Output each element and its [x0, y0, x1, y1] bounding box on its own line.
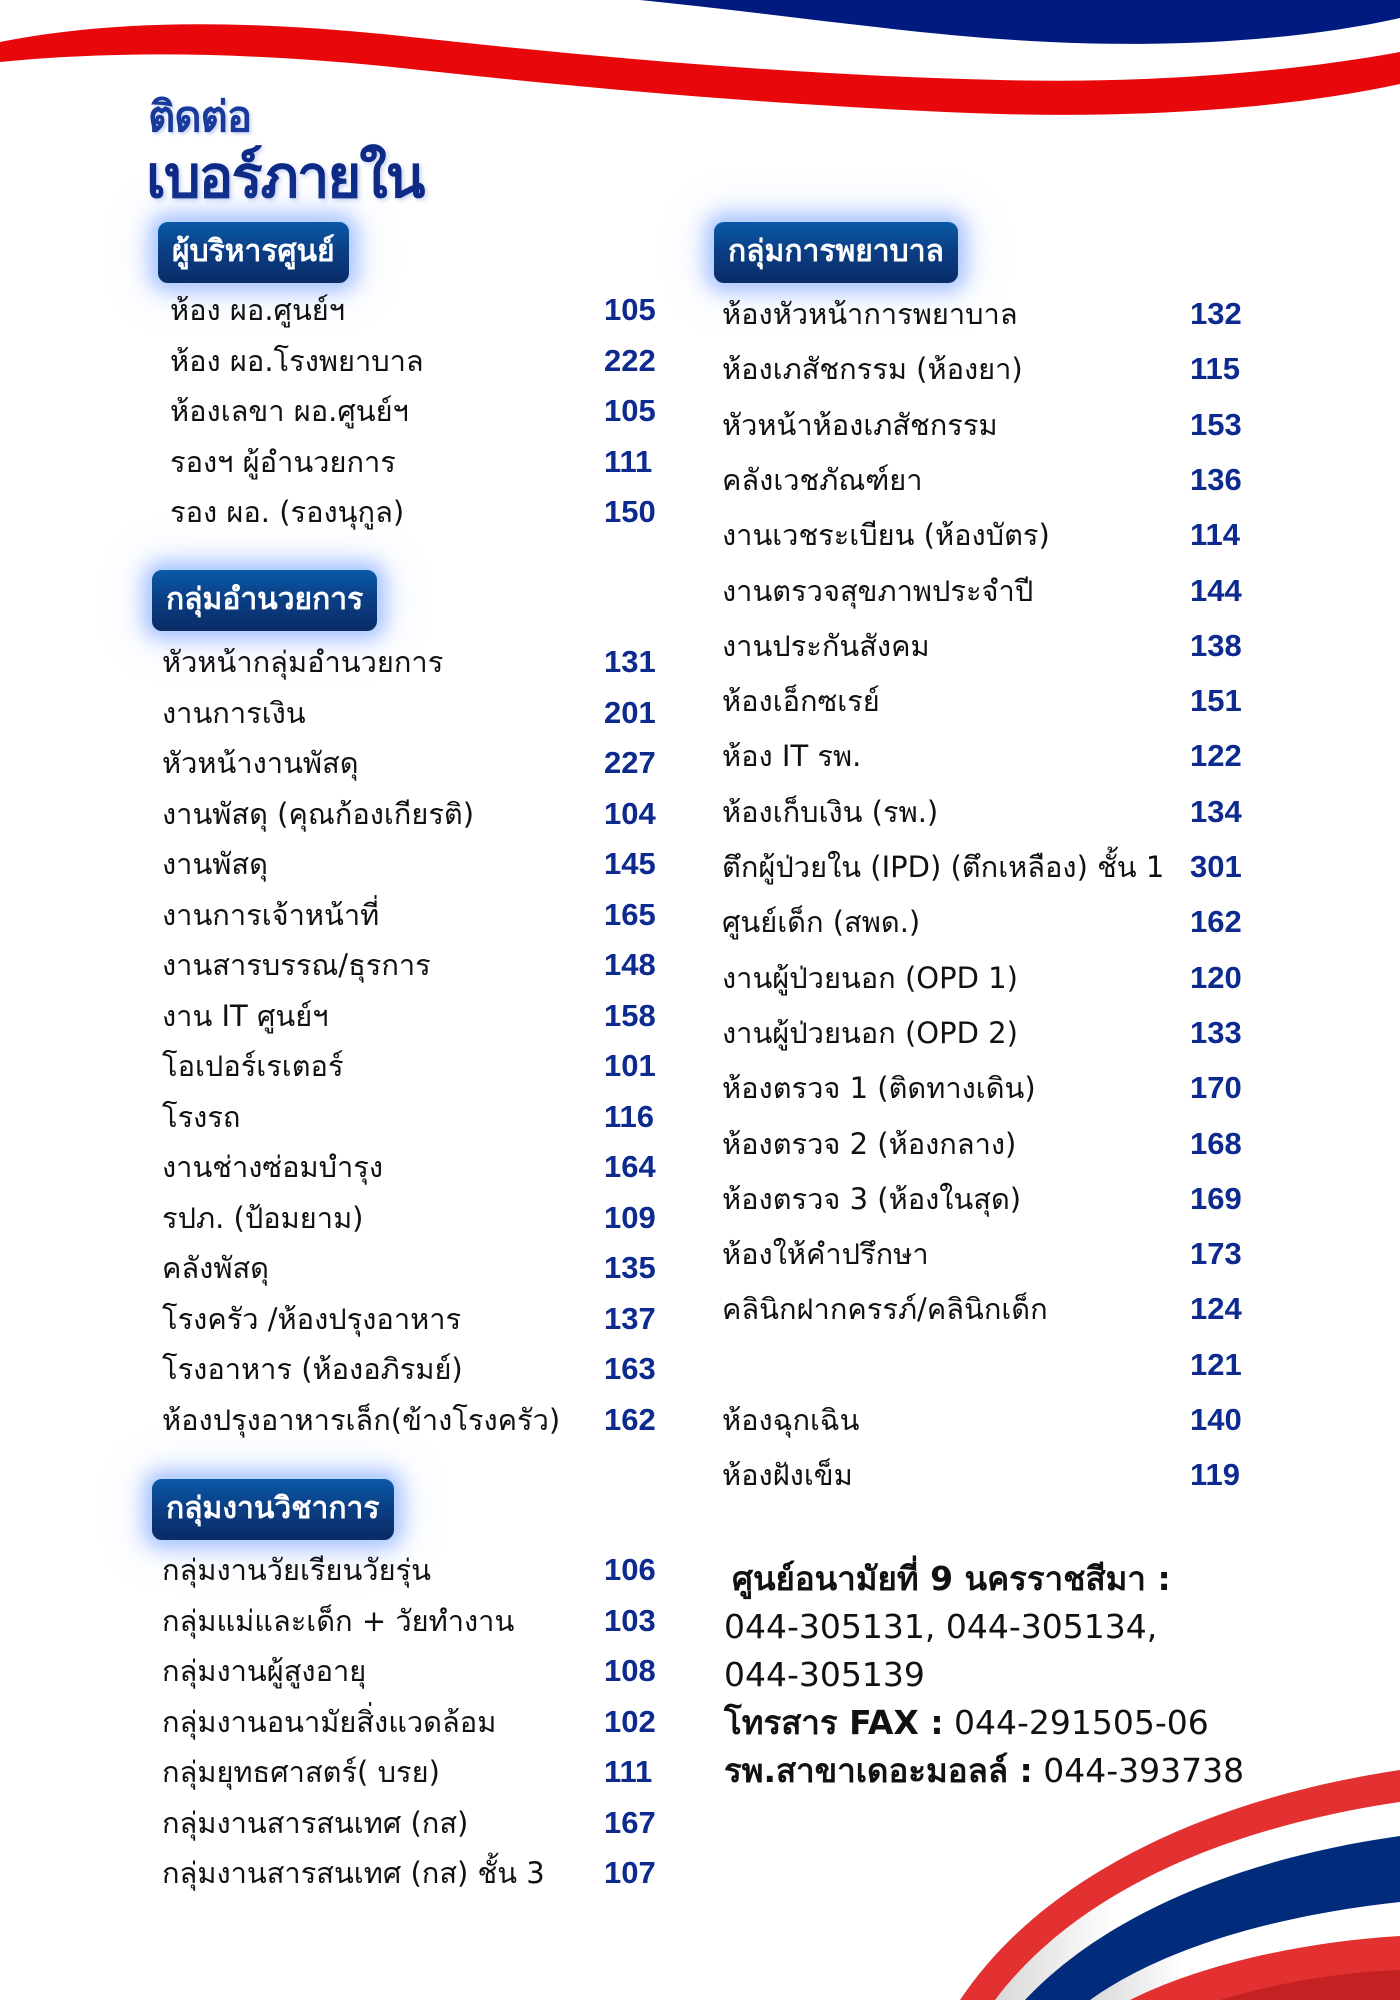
extension-number: 133 — [1190, 1014, 1242, 1050]
extension-row — [162, 994, 672, 1038]
extension-number: 102 — [604, 1703, 656, 1739]
fax-value: 044-291505-06 — [943, 1703, 1209, 1742]
extension-number: 105 — [604, 292, 656, 327]
extension-row — [162, 1347, 672, 1391]
extension-label: โรงรถ — [162, 1099, 241, 1134]
extension-number: 131 — [604, 644, 656, 679]
extension-row — [162, 1196, 672, 1240]
extension-row — [162, 741, 672, 785]
extension-number: 227 — [604, 745, 656, 780]
extension-number: 124 — [1190, 1291, 1242, 1327]
extension-label: ห้องเภสัชกรรม (ห้องยา) — [722, 352, 1023, 387]
extension-number: 103 — [604, 1602, 656, 1638]
center-label: ศูนย์อนามัยที่ 9 นครราชสีมา : — [732, 1559, 1171, 1598]
extension-number: 170 — [1190, 1070, 1242, 1106]
extension-label: กลุ่มยุทธศาสตร์( บรย) — [162, 1755, 440, 1789]
extension-row — [722, 790, 1262, 834]
extension-label: งานพัสดุ — [162, 847, 268, 881]
extension-number: 222 — [604, 342, 656, 378]
extension-number: 120 — [1190, 959, 1242, 995]
extension-row — [162, 1095, 672, 1139]
extension-number: 111 — [604, 443, 653, 479]
extension-number: 136 — [1190, 461, 1242, 497]
extension-row — [722, 347, 1262, 391]
extension-label: กลุ่มงานอนามัยสิ่งแวดล้อม — [162, 1704, 497, 1739]
title-line-2: เบอร์ภายใน — [146, 143, 424, 211]
extension-label: หัวหน้างานพัสดุ — [162, 746, 359, 780]
extension-label: ห้องตรวจ 1 (ติดทางเดิน) — [722, 1071, 1036, 1106]
extension-row — [170, 288, 670, 332]
extension-number: 148 — [604, 947, 656, 982]
extension-row — [162, 1750, 672, 1794]
extension-row — [170, 440, 670, 484]
extension-label: ห้องตรวจ 3 (ห้องในสุด) — [722, 1181, 1022, 1216]
extension-row — [722, 956, 1262, 1000]
extension-label: กลุ่มงานวัยเรียนวัยรุ่น — [162, 1553, 431, 1587]
extension-row — [170, 339, 670, 383]
center-phones-line-2: 044-305139 — [724, 1655, 925, 1694]
extension-number: 101 — [604, 1048, 656, 1083]
extension-number: 134 — [1190, 793, 1242, 829]
extension-row — [162, 1548, 672, 1592]
extension-label: งานผู้ป่วยนอก (OPD 2) — [722, 1015, 1018, 1050]
extension-label: งาน IT ศูนย์ฯ — [162, 998, 329, 1033]
extension-number: 116 — [604, 1098, 655, 1134]
extension-number: 135 — [604, 1250, 656, 1285]
center-phones-line-1: 044-305131, 044-305134, — [724, 1607, 1158, 1646]
extension-label: กลุ่มงานผู้สูงอายุ — [162, 1654, 367, 1688]
extension-number: 137 — [604, 1300, 656, 1336]
extension-number: 201 — [604, 694, 656, 730]
extension-label: ห้องเก็บเงิน (รพ.) — [722, 794, 939, 829]
extension-row — [162, 842, 672, 886]
extension-row — [162, 1145, 672, 1189]
extension-row — [722, 403, 1262, 447]
extension-number: 108 — [604, 1653, 656, 1688]
extension-row — [722, 1398, 1262, 1442]
extension-label: รอง ผอ. (รองนุกูล) — [170, 495, 405, 529]
extension-number: 122 — [1190, 738, 1242, 774]
extension-row — [170, 389, 670, 433]
extension-number: 119 — [1190, 1457, 1241, 1493]
extension-number: 138 — [1190, 627, 1242, 663]
extension-number: 168 — [1190, 1125, 1242, 1161]
extension-row — [722, 1122, 1262, 1166]
extension-number: 169 — [1190, 1180, 1242, 1216]
extension-number: 121 — [1190, 1346, 1242, 1382]
extension-label: กลุ่มแม่และเด็ก + วัยทำงาน — [162, 1603, 515, 1638]
extension-number: 104 — [604, 795, 656, 831]
title-line-1: ติดต่อ — [148, 92, 252, 141]
extension-number: 173 — [1190, 1236, 1242, 1272]
extension-row — [722, 569, 1262, 613]
extension-label: คลินิกฝากครรภ์/คลินิกเด็ก — [722, 1292, 1048, 1327]
extension-label: โรงครัว /ห้องปรุงอาหาร — [162, 1301, 462, 1336]
extension-row — [162, 1649, 672, 1693]
extension-label: งานการเงิน — [162, 695, 306, 730]
extension-number: 144 — [1190, 572, 1242, 608]
extension-number: 153 — [1190, 406, 1242, 442]
extension-label: ตึกผู้ป่วยใน (IPD) (ตึกเหลือง) ชั้น 1 — [722, 850, 1165, 884]
extension-row — [162, 1044, 672, 1088]
extension-label: รองฯ ผู้อำนวยการ — [170, 444, 396, 479]
extension-label: งานผู้ป่วยนอก (OPD 1) — [722, 960, 1018, 995]
extension-number: 162 — [604, 1401, 656, 1437]
extension-label: ห้องฉุกเฉิน — [722, 1403, 860, 1437]
flag-blue-band — [640, 0, 1400, 44]
extension-label: กลุ่มงานสารสนเทศ (กส) ชั้น 3 — [162, 1856, 545, 1890]
extension-number: 165 — [604, 896, 656, 932]
extension-row — [722, 1177, 1262, 1221]
extension-row — [162, 1599, 672, 1643]
section-heading-academic: กลุ่มงานวิชาการ — [150, 1477, 396, 1542]
extension-number: 132 — [1190, 296, 1242, 331]
extension-number: 145 — [604, 846, 656, 881]
fax-label: โทรสาร FAX : — [724, 1703, 944, 1742]
extension-row — [162, 1297, 672, 1341]
extension-row — [162, 792, 672, 836]
extension-label: หัวหน้ากลุ่มอำนวยการ — [162, 645, 444, 679]
extension-label: ห้องเอ็กซเรย์ — [722, 684, 880, 719]
extension-row — [722, 734, 1262, 778]
section-heading-executives: ผู้บริหารศูนย์ — [156, 220, 351, 285]
extension-label: ห้องปรุงอาหารเล็ก(ข้างโรงครัว) — [162, 1402, 561, 1437]
extension-number: 167 — [604, 1804, 656, 1840]
extension-number: 150 — [604, 494, 656, 529]
extension-row — [722, 1453, 1262, 1497]
extension-row — [162, 640, 672, 684]
extension-row — [722, 513, 1262, 557]
extension-label: งานช่างซ่อมบำรุง — [162, 1150, 384, 1184]
extension-row — [162, 1398, 672, 1442]
extension-label: โอเปอร์เรเตอร์ — [162, 1049, 344, 1083]
extension-row — [722, 624, 1262, 668]
branch-label: รพ.สาขาเดอะมอลล์ : — [724, 1751, 1033, 1790]
extension-row — [722, 1232, 1262, 1276]
extension-label: ห้อง IT รพ. — [722, 739, 862, 774]
extension-label: ห้องฝังเข็ม — [722, 1458, 853, 1493]
extension-label: งานพัสดุ (คุณก้องเกียรติ) — [162, 796, 475, 831]
extension-row — [170, 490, 670, 534]
section-heading-administration: กลุ่มอำนวยการ — [150, 568, 379, 633]
extension-label: ห้องหัวหน้าการพยาบาล — [722, 297, 1018, 331]
extension-label: งานสารบรรณ/ธุรการ — [162, 948, 431, 982]
extension-number: 109 — [604, 1199, 656, 1235]
extension-row — [722, 292, 1262, 336]
extension-number: 106 — [604, 1552, 656, 1587]
extension-label: กลุ่มงานสารสนเทศ (กส) — [162, 1805, 469, 1840]
extension-number: 151 — [1190, 683, 1242, 719]
extension-number: 105 — [604, 393, 656, 428]
extension-label: ห้องให้คำปรึกษา — [722, 1237, 929, 1272]
extension-number: 115 — [1190, 351, 1241, 387]
fax-row — [724, 1699, 1324, 1747]
extension-label: งานการเจ้าหน้าที่ — [162, 897, 380, 932]
extension-number: 140 — [1190, 1402, 1242, 1437]
extension-row — [722, 845, 1262, 889]
extension-row — [722, 1287, 1262, 1331]
extension-label: ห้อง ผอ.โรงพยาบาล — [170, 343, 424, 378]
extension-number: 111 — [604, 1754, 653, 1789]
extension-row — [722, 1066, 1262, 1110]
extension-label: ศูนย์เด็ก (สพด.) — [722, 905, 921, 940]
extension-row — [722, 1343, 1262, 1387]
contact-info — [724, 1555, 1324, 1795]
extension-number: 107 — [604, 1855, 656, 1890]
extension-row — [162, 1801, 672, 1845]
section-heading-nursing: กลุ่มการพยาบาล — [712, 220, 960, 285]
extension-label: คลังพัสดุ — [162, 1251, 269, 1285]
extension-label: งานตรวจสุขภาพประจำปี — [722, 573, 1034, 608]
extension-number: 158 — [604, 997, 656, 1033]
extension-row — [162, 691, 672, 735]
extension-number: 114 — [1190, 517, 1241, 553]
extension-label: ห้อง ผอ.ศูนย์ฯ — [170, 293, 346, 327]
extension-row — [722, 458, 1262, 502]
extension-label: คลังเวชภัณฑ์ยา — [722, 462, 923, 497]
extension-label: ห้องตรวจ 2 (ห้องกลาง) — [722, 1126, 1017, 1161]
extension-label: งานเวชระเบียน (ห้องบัตร) — [722, 518, 1050, 553]
extension-number: 162 — [1190, 904, 1242, 940]
extension-label: รปภ. (ป้อมยาม) — [162, 1200, 364, 1235]
extension-row — [162, 1246, 672, 1290]
branch-value: 044-393738 — [1032, 1751, 1245, 1790]
extension-label: งานประกันสังคม — [722, 628, 930, 663]
extension-row — [162, 1700, 672, 1744]
extension-row — [722, 900, 1262, 944]
extension-number: 163 — [604, 1351, 656, 1386]
extension-label: หัวหน้าห้องเภสัชกรรม — [722, 407, 998, 442]
extension-row — [722, 1011, 1262, 1055]
extension-row — [162, 943, 672, 987]
extension-label: ห้องเลขา ผอ.ศูนย์ฯ — [170, 394, 409, 428]
thai-flag-wave-bottom — [920, 1760, 1400, 2000]
extension-number: 164 — [604, 1149, 656, 1184]
extension-label: โรงอาหาร (ห้องอภิรมย์) — [162, 1352, 463, 1386]
extension-row — [722, 679, 1262, 723]
extension-number: 301 — [1190, 849, 1242, 884]
extension-row — [162, 1851, 672, 1895]
extension-row — [162, 893, 672, 937]
